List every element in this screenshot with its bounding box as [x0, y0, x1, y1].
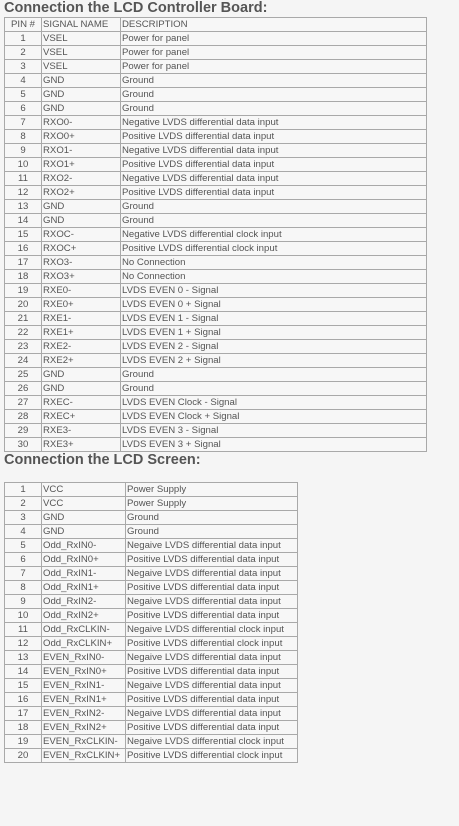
- description-cell: Ground: [121, 368, 427, 382]
- table-row: [5, 749, 298, 763]
- pin-number-cell: 19: [5, 735, 42, 749]
- table-row: [5, 158, 427, 172]
- pin-number-cell: 18: [5, 270, 42, 284]
- signal-name-cell: RXE1+: [42, 326, 121, 340]
- description-cell: Ground: [121, 382, 427, 396]
- table-row: [5, 368, 427, 382]
- pin-number-cell: 7: [5, 116, 42, 130]
- signal-name-cell: Odd_RxIN0+: [42, 553, 126, 567]
- signal-name-cell: RXO2-: [42, 172, 121, 186]
- description-cell: LVDS EVEN 3 - Signal: [121, 424, 427, 438]
- table-row: [5, 410, 427, 424]
- table-row: [5, 340, 427, 354]
- description-cell: Power Supply: [126, 483, 298, 497]
- pin-number-cell: 6: [5, 102, 42, 116]
- pin-number-cell: 29: [5, 424, 42, 438]
- signal-name-cell: GND: [42, 214, 121, 228]
- pin-number-cell: 13: [5, 651, 42, 665]
- pin-number-cell: 9: [5, 595, 42, 609]
- description-cell: Negative LVDS differential data input: [121, 116, 427, 130]
- description-cell: Negaive LVDS differential data input: [126, 651, 298, 665]
- lcd-screen-pin-table: [4, 482, 298, 763]
- pin-number-cell: 8: [5, 130, 42, 144]
- pin-number-cell: 24: [5, 354, 42, 368]
- table-row: [5, 228, 427, 242]
- table-row: [5, 651, 298, 665]
- description-cell: Positive LVDS differential data input: [121, 158, 427, 172]
- signal-name-cell: RXE3+: [42, 438, 121, 452]
- table-row: [5, 284, 427, 298]
- table-row: [5, 581, 298, 595]
- description-cell: Negaive LVDS differential clock input: [126, 623, 298, 637]
- pin-number-cell: 17: [5, 256, 42, 270]
- table-row: [5, 721, 298, 735]
- pin-number-cell: 4: [5, 525, 42, 539]
- description-cell: Ground: [121, 200, 427, 214]
- pin-number-cell: 12: [5, 637, 42, 651]
- table-row: [5, 298, 427, 312]
- description-cell: Power for panel: [121, 46, 427, 60]
- table-row: [5, 525, 298, 539]
- signal-name-cell: RXE0-: [42, 284, 121, 298]
- table-row: [5, 539, 298, 553]
- table-row: [5, 88, 427, 102]
- description-cell: Positive LVDS differential data input: [121, 186, 427, 200]
- pin-number-cell: 21: [5, 312, 42, 326]
- description-cell: LVDS EVEN 0 + Signal: [121, 298, 427, 312]
- description-column-header: DESCRIPTION: [121, 18, 427, 32]
- signal-name-cell: RXO2+: [42, 186, 121, 200]
- table-row: [5, 396, 427, 410]
- description-cell: Negaive LVDS differential clock input: [126, 735, 298, 749]
- description-cell: Power for panel: [121, 32, 427, 46]
- description-cell: LVDS EVEN 1 - Signal: [121, 312, 427, 326]
- description-cell: LVDS EVEN 2 + Signal: [121, 354, 427, 368]
- description-cell: Negative LVDS differential data input: [121, 144, 427, 158]
- pin-number-cell: 5: [5, 88, 42, 102]
- pin-number-cell: 10: [5, 609, 42, 623]
- pin-number-cell: 28: [5, 410, 42, 424]
- description-cell: Positive LVDS differential data input: [121, 130, 427, 144]
- table-row: [5, 438, 427, 452]
- signal-name-cell: RXEC-: [42, 396, 121, 410]
- table-row: [5, 665, 298, 679]
- table-row: [5, 382, 427, 396]
- signal-name-cell: Odd_RxIN0-: [42, 539, 126, 553]
- signal-name-cell: GND: [42, 511, 126, 525]
- signal-name-cell: VCC: [42, 497, 126, 511]
- lcd-screen-heading: Connection the LCD Screen:: [4, 452, 201, 468]
- signal-name-cell: RXOC+: [42, 242, 121, 256]
- description-cell: Ground: [126, 525, 298, 539]
- signal-name-cell: EVEN_RxIN1+: [42, 693, 126, 707]
- table-row: [5, 74, 427, 88]
- pin-number-cell: 3: [5, 60, 42, 74]
- table-row: [5, 200, 427, 214]
- table-row: [5, 312, 427, 326]
- description-cell: Negative LVDS differential clock input: [121, 228, 427, 242]
- signal-name-cell: RXE2-: [42, 340, 121, 354]
- signal-name-cell: RXO3-: [42, 256, 121, 270]
- description-cell: No Connection: [121, 256, 427, 270]
- signal-name-cell: RXO1-: [42, 144, 121, 158]
- table-row: [5, 214, 427, 228]
- table-row: [5, 46, 427, 60]
- pin-number-cell: 22: [5, 326, 42, 340]
- pin-number-cell: 1: [5, 32, 42, 46]
- table-row: [5, 735, 298, 749]
- signal-name-cell: GND: [42, 368, 121, 382]
- pin-number-cell: 23: [5, 340, 42, 354]
- signal-name-cell: VSEL: [42, 60, 121, 74]
- controller-board-pin-table: [4, 17, 427, 452]
- table-row: [5, 354, 427, 368]
- pin-number-cell: 2: [5, 46, 42, 60]
- signal-name-cell: EVEN_RxIN2+: [42, 721, 126, 735]
- table-row: [5, 637, 298, 651]
- description-cell: Ground: [121, 214, 427, 228]
- description-cell: Ground: [126, 511, 298, 525]
- table-row: [5, 326, 427, 340]
- signal-name-cell: VCC: [42, 483, 126, 497]
- signal-name-cell: GND: [42, 74, 121, 88]
- table-row: [5, 144, 427, 158]
- description-cell: LVDS EVEN 0 - Signal: [121, 284, 427, 298]
- description-cell: Ground: [121, 88, 427, 102]
- signal-name-cell: Odd_RxIN2-: [42, 595, 126, 609]
- table-row: [5, 270, 427, 284]
- description-cell: Negative LVDS differential data input: [121, 172, 427, 186]
- description-cell: Positive LVDS differential data input: [126, 665, 298, 679]
- table-row: [5, 483, 298, 497]
- table-row: [5, 172, 427, 186]
- signal-name-cell: RXE1-: [42, 312, 121, 326]
- table-row: [5, 511, 298, 525]
- signal-name-cell: RXE3-: [42, 424, 121, 438]
- table-row: [5, 102, 427, 116]
- description-cell: Negaive LVDS differential data input: [126, 539, 298, 553]
- pin-number-cell: 20: [5, 749, 42, 763]
- signal-name-cell: GND: [42, 200, 121, 214]
- table-row: [5, 497, 298, 511]
- table-row: [5, 256, 427, 270]
- description-cell: Power for panel: [121, 60, 427, 74]
- pin-number-cell: 27: [5, 396, 42, 410]
- table-row: [5, 424, 427, 438]
- signal-name-cell: GND: [42, 525, 126, 539]
- pin-number-cell: 16: [5, 242, 42, 256]
- description-cell: LVDS EVEN Clock - Signal: [121, 396, 427, 410]
- pin-number-cell: 16: [5, 693, 42, 707]
- pin-number-cell: 10: [5, 158, 42, 172]
- signal-name-cell: EVEN_RxIN2-: [42, 707, 126, 721]
- signal-name-cell: RXE2+: [42, 354, 121, 368]
- table-row: [5, 609, 298, 623]
- pin-number-cell: 13: [5, 200, 42, 214]
- signal-name-cell: Odd_RxIN1-: [42, 567, 126, 581]
- description-cell: Negaive LVDS differential data input: [126, 707, 298, 721]
- signal-name-cell: GND: [42, 382, 121, 396]
- pin-number-cell: 14: [5, 214, 42, 228]
- description-cell: LVDS EVEN 2 - Signal: [121, 340, 427, 354]
- controller-board-heading: Connection the LCD Controller Board:: [4, 0, 268, 16]
- description-cell: Ground: [121, 102, 427, 116]
- table-row: [5, 60, 427, 74]
- signal-name-column-header: SIGNAL NAME: [42, 18, 121, 32]
- table-row: [5, 32, 427, 46]
- pin-number-cell: 18: [5, 721, 42, 735]
- pin-number-cell: 7: [5, 567, 42, 581]
- pin-number-cell: 20: [5, 298, 42, 312]
- signal-name-cell: RXOC-: [42, 228, 121, 242]
- signal-name-cell: RXO0+: [42, 130, 121, 144]
- description-cell: Positive LVDS differential data input: [126, 581, 298, 595]
- signal-name-cell: EVEN_RxCLKIN+: [42, 749, 126, 763]
- table-row: [5, 623, 298, 637]
- pin-number-cell: 15: [5, 228, 42, 242]
- signal-name-cell: Odd_RxIN1+: [42, 581, 126, 595]
- table-row: [5, 553, 298, 567]
- description-cell: Positive LVDS differential data input: [126, 609, 298, 623]
- signal-name-cell: Odd_RxIN2+: [42, 609, 126, 623]
- pin-number-cell: 4: [5, 74, 42, 88]
- description-cell: Positive LVDS differential clock input: [126, 637, 298, 651]
- pin-number-cell: 5: [5, 539, 42, 553]
- pin-number-cell: 26: [5, 382, 42, 396]
- description-cell: Negaive LVDS differential data input: [126, 679, 298, 693]
- pin-column-header: PIN #: [5, 18, 42, 32]
- signal-name-cell: RXEC+: [42, 410, 121, 424]
- pin-number-cell: 3: [5, 511, 42, 525]
- table-header-row: [5, 18, 427, 32]
- table-row: [5, 116, 427, 130]
- pin-number-cell: 6: [5, 553, 42, 567]
- pin-number-cell: 9: [5, 144, 42, 158]
- signal-name-cell: EVEN_RxIN0+: [42, 665, 126, 679]
- description-cell: LVDS EVEN 3 + Signal: [121, 438, 427, 452]
- pin-number-cell: 14: [5, 665, 42, 679]
- pin-number-cell: 1: [5, 483, 42, 497]
- pin-number-cell: 30: [5, 438, 42, 452]
- description-cell: Positive LVDS differential data input: [126, 553, 298, 567]
- description-cell: LVDS EVEN 1 + Signal: [121, 326, 427, 340]
- pin-number-cell: 11: [5, 172, 42, 186]
- description-cell: Power Supply: [126, 497, 298, 511]
- pin-number-cell: 12: [5, 186, 42, 200]
- description-cell: No Connection: [121, 270, 427, 284]
- description-cell: Positive LVDS differential clock input: [126, 749, 298, 763]
- table-row: [5, 707, 298, 721]
- signal-name-cell: GND: [42, 102, 121, 116]
- pin-number-cell: 15: [5, 679, 42, 693]
- description-cell: Positive LVDS differential data input: [126, 721, 298, 735]
- signal-name-cell: VSEL: [42, 46, 121, 60]
- description-cell: Negaive LVDS differential data input: [126, 595, 298, 609]
- description-cell: Positive LVDS differential clock input: [121, 242, 427, 256]
- pin-number-cell: 2: [5, 497, 42, 511]
- signal-name-cell: Odd_RxCLKIN-: [42, 623, 126, 637]
- description-cell: LVDS EVEN Clock + Signal: [121, 410, 427, 424]
- pin-number-cell: 11: [5, 623, 42, 637]
- table-row: [5, 679, 298, 693]
- signal-name-cell: Odd_RxCLKIN+: [42, 637, 126, 651]
- signal-name-cell: EVEN_RxIN1-: [42, 679, 126, 693]
- description-cell: Positive LVDS differential data input: [126, 693, 298, 707]
- table-row: [5, 595, 298, 609]
- pin-number-cell: 17: [5, 707, 42, 721]
- table-row: [5, 130, 427, 144]
- signal-name-cell: GND: [42, 88, 121, 102]
- pin-number-cell: 8: [5, 581, 42, 595]
- pin-number-cell: 19: [5, 284, 42, 298]
- description-cell: Negaive LVDS differential data input: [126, 567, 298, 581]
- table-row: [5, 242, 427, 256]
- signal-name-cell: EVEN_RxIN0-: [42, 651, 126, 665]
- signal-name-cell: VSEL: [42, 32, 121, 46]
- signal-name-cell: EVEN_RxCLKIN-: [42, 735, 126, 749]
- table-row: [5, 693, 298, 707]
- signal-name-cell: RXE0+: [42, 298, 121, 312]
- signal-name-cell: RXO1+: [42, 158, 121, 172]
- description-cell: Ground: [121, 74, 427, 88]
- table-row: [5, 186, 427, 200]
- table-row: [5, 567, 298, 581]
- pin-number-cell: 25: [5, 368, 42, 382]
- signal-name-cell: RXO3+: [42, 270, 121, 284]
- signal-name-cell: RXO0-: [42, 116, 121, 130]
